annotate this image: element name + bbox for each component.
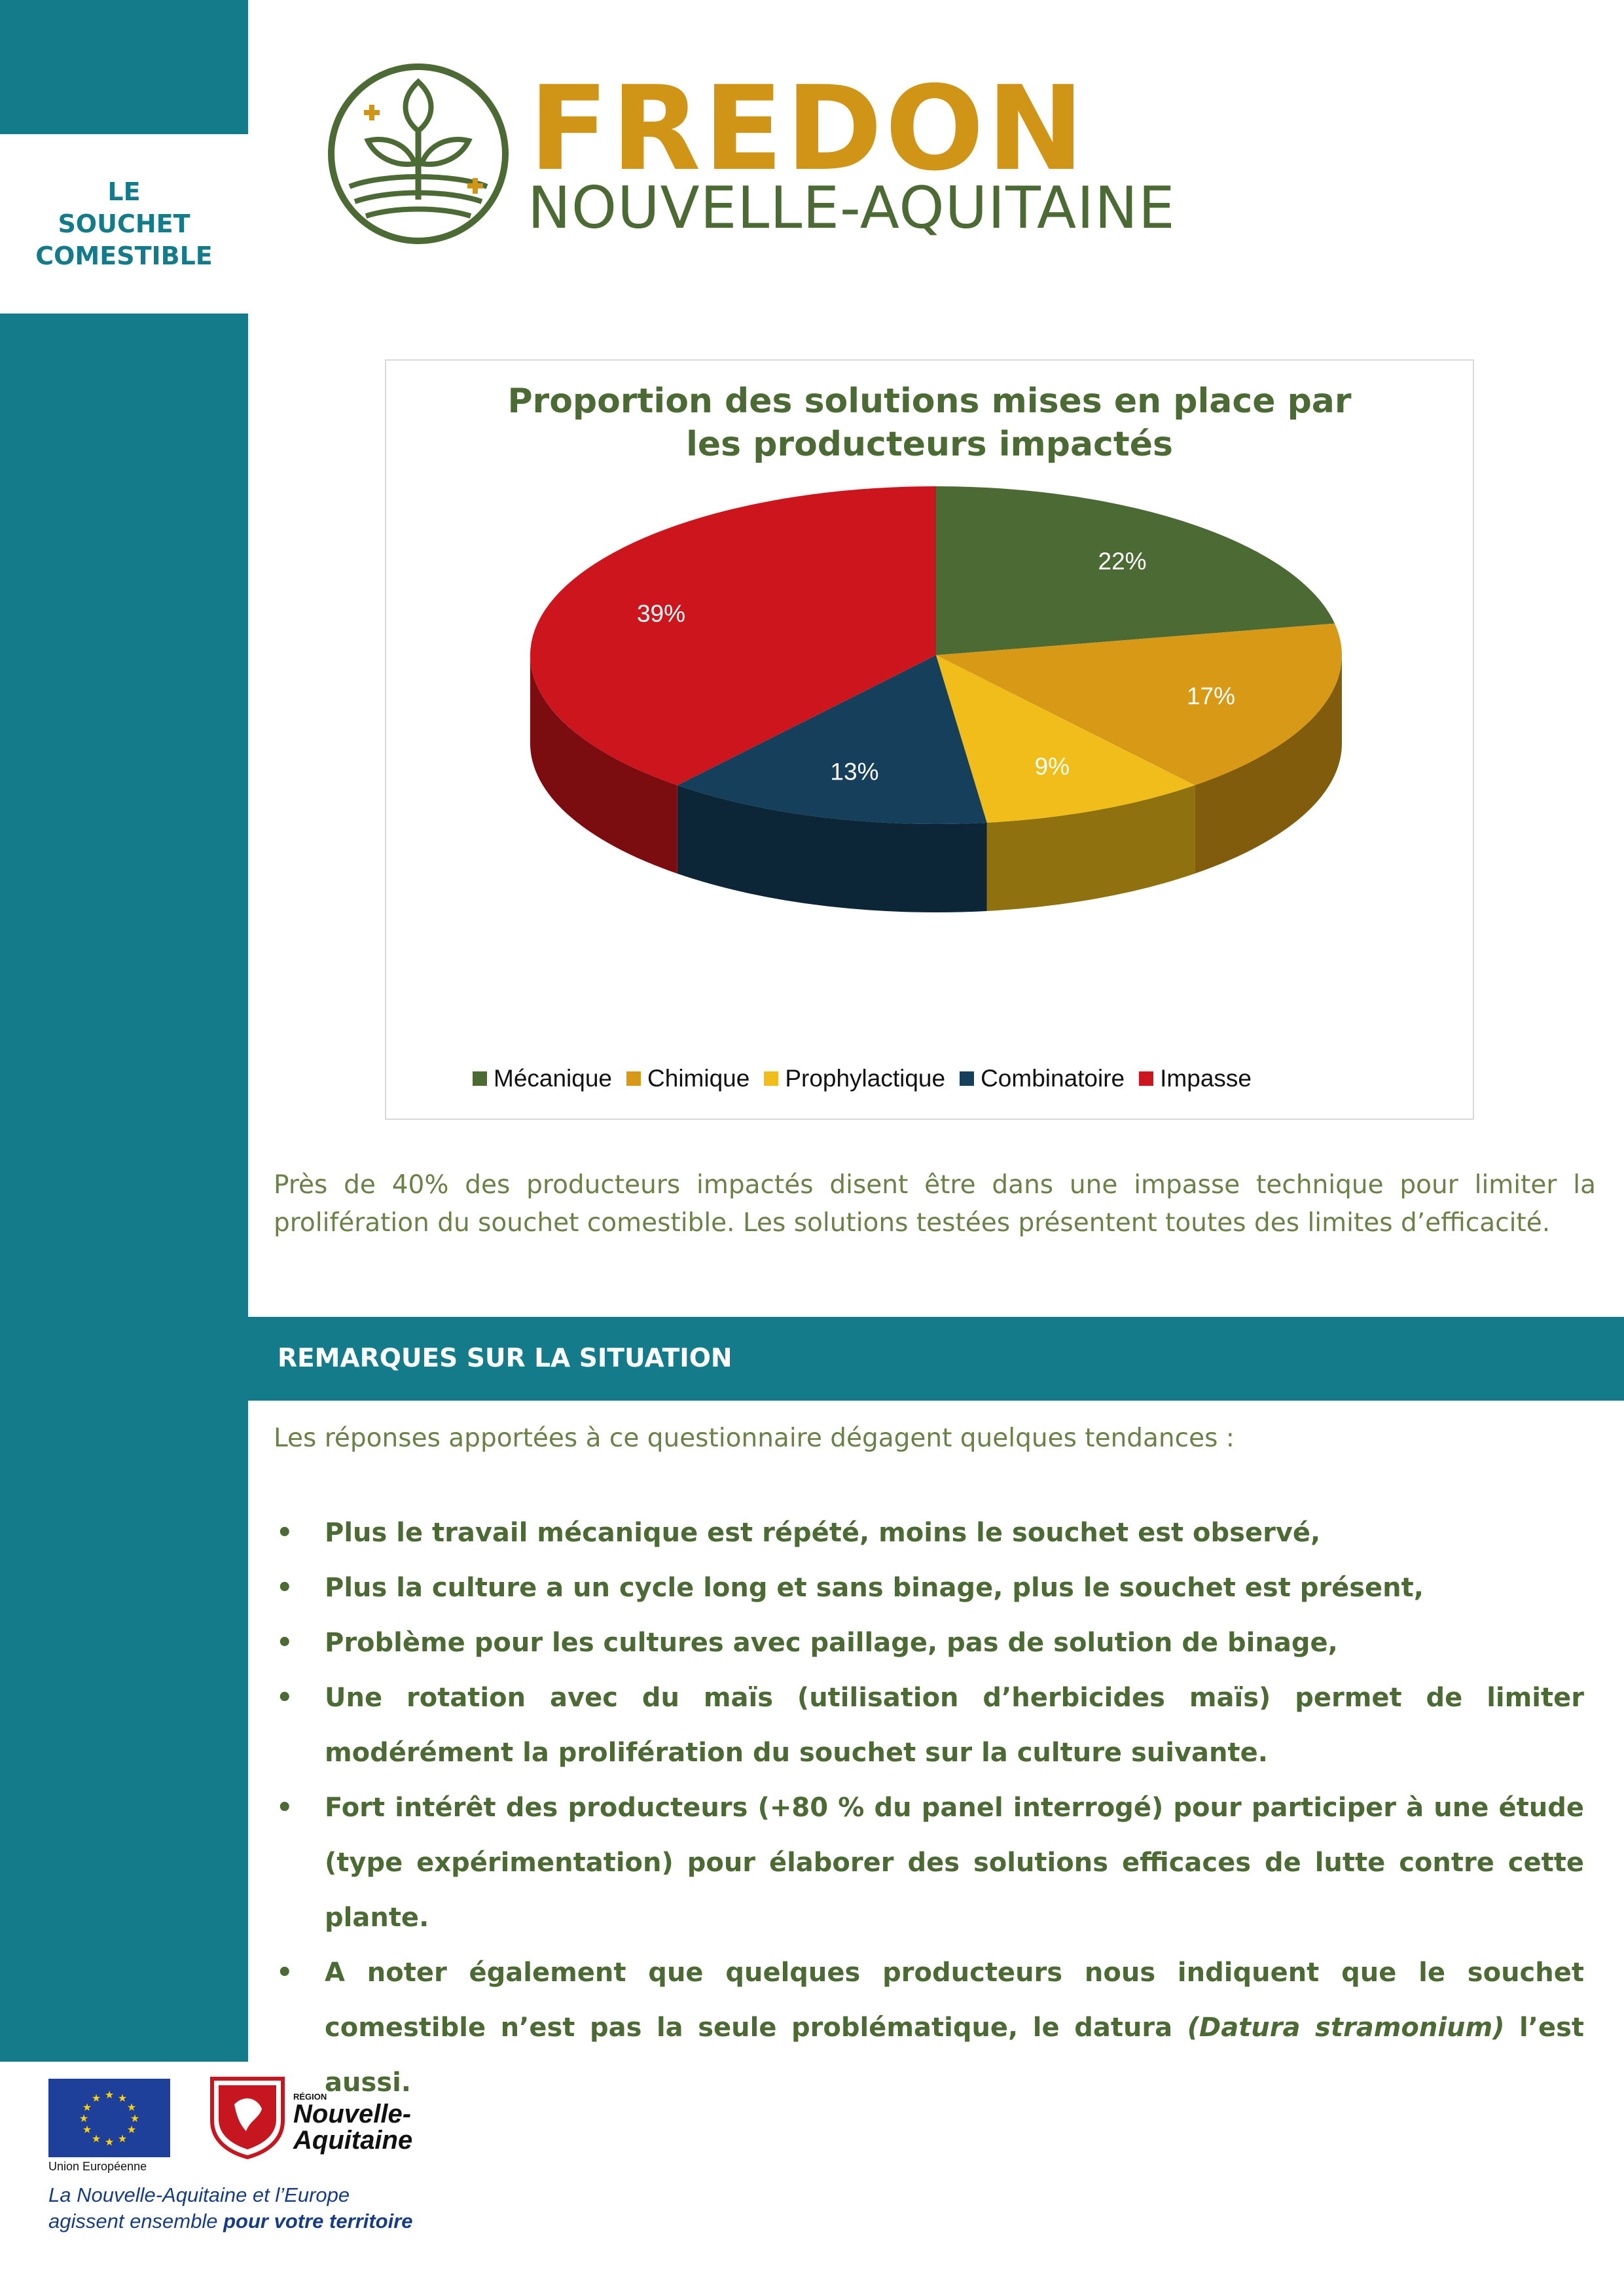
section-label-box bbox=[0, 134, 248, 314]
svg-text:★: ★ bbox=[82, 2101, 92, 2113]
bullet-marker: • bbox=[276, 1518, 293, 1548]
chart-title-line-1: Proportion des solutions mises en place par bbox=[507, 382, 1352, 421]
legend-item bbox=[764, 1065, 945, 1092]
list-item: • Plus la culture a un cycle long et sans binage, plus le souchet est présent, bbox=[274, 1560, 1584, 1615]
legend-item bbox=[960, 1065, 1125, 1092]
pie-data-label: 39% bbox=[636, 600, 686, 628]
svg-text:★: ★ bbox=[117, 2092, 128, 2104]
pie-data-label: 9% bbox=[1034, 753, 1070, 780]
section-label: LE SOUCHET COMESTIBLE bbox=[35, 177, 213, 270]
region-crest-icon bbox=[208, 2075, 287, 2160]
brand-title: FREDON bbox=[529, 61, 1087, 196]
legend-item bbox=[626, 1065, 749, 1092]
pie-data-label: 22% bbox=[1098, 547, 1147, 575]
svg-text:★: ★ bbox=[126, 2123, 137, 2136]
bullet-marker: • bbox=[276, 1628, 293, 1658]
footer-tagline-line-1: La Nouvelle-Aquitaine et l’Europe bbox=[48, 2183, 350, 2206]
legend-label: Chimique bbox=[647, 1065, 750, 1092]
legend-item bbox=[473, 1065, 612, 1092]
intro-paragraph: Près de 40% des producteurs impactés disent être dans une impasse technique pour limiter la prolifération du souchet comestible. Les solutions testées présentent toutes des limites d’efficacité. bbox=[274, 1170, 1596, 1238]
legend-swatch bbox=[626, 1071, 641, 1086]
chart-title-line-2: les producteurs impactés bbox=[686, 425, 1173, 464]
pie-data-label: 13% bbox=[830, 758, 879, 785]
svg-text:★: ★ bbox=[79, 2112, 89, 2125]
legend-label: Combinatoire bbox=[981, 1065, 1125, 1092]
sidebar bbox=[0, 0, 248, 2296]
eu-flag-icon bbox=[48, 2079, 170, 2157]
region-small-label: RÉGION bbox=[293, 2092, 327, 2102]
pie-data-label: 17% bbox=[1186, 682, 1236, 709]
footer-tagline-line-2: agissent ensemble pour votre territoire bbox=[48, 2210, 413, 2233]
svg-text:★: ★ bbox=[91, 2132, 101, 2145]
list-item: • A noter également que quelques producteurs nous indiquent que le souchet comestible n’est pas la seule problématique, le datura (Datura stramonium) l’est aussi. bbox=[274, 1945, 1584, 2110]
region-name: Nouvelle- Aquitaine bbox=[293, 2100, 413, 2155]
fredon-plant-logo-icon bbox=[323, 59, 513, 249]
brand-subtitle: NOUVELLE-AQUITAINE bbox=[528, 174, 1176, 242]
svg-text:★: ★ bbox=[104, 2089, 115, 2101]
pie-chart bbox=[385, 359, 1474, 1120]
eu-label: Union Européenne bbox=[48, 2160, 147, 2173]
remarks-list bbox=[274, 1505, 1584, 2110]
list-item: • Problème pour les cultures avec paillage, pas de solution de binage, bbox=[274, 1615, 1584, 1670]
legend-label: Prophylactique bbox=[785, 1065, 946, 1092]
legend-label: Mécanique bbox=[494, 1065, 613, 1092]
legend-item bbox=[1139, 1065, 1252, 1092]
bullet-marker: • bbox=[276, 1958, 293, 1988]
list-item: • Fort intérêt des producteurs (+80 % du panel interrogé) pour participer à une étude (type expérimentation) pour élaborer des solutions efficaces de lutte contre cette plante. bbox=[274, 1780, 1584, 1945]
legend-swatch bbox=[473, 1071, 487, 1086]
bullet-marker: • bbox=[276, 1793, 293, 1823]
svg-text:★: ★ bbox=[130, 2112, 140, 2125]
list-item: • Une rotation avec du maïs (utilisation d’herbicides maïs) permet de limiter modérément la prolifération du souchet sur la culture suivante. bbox=[274, 1670, 1584, 1780]
chart-legend bbox=[473, 1060, 1252, 1097]
section-lead: Les réponses apportées à ce questionnaire dégagent quelques tendances : bbox=[274, 1424, 1235, 1453]
legend-swatch bbox=[1139, 1071, 1153, 1086]
section-title: REMARQUES SUR LA SITUATION bbox=[278, 1344, 732, 1373]
svg-text:★: ★ bbox=[126, 2101, 137, 2113]
bullet-marker: • bbox=[276, 1683, 293, 1713]
svg-text:★: ★ bbox=[91, 2092, 101, 2104]
legend-label: Impasse bbox=[1160, 1065, 1252, 1092]
list-item: • Plus le travail mécanique est répété, moins le souchet est observé, bbox=[274, 1505, 1584, 1560]
legend-swatch bbox=[764, 1071, 778, 1086]
legend-swatch bbox=[960, 1071, 974, 1086]
bullet-marker: • bbox=[276, 1573, 293, 1603]
svg-text:★: ★ bbox=[117, 2132, 128, 2145]
scientific-name: (Datura stramonium) bbox=[1187, 2013, 1505, 2043]
svg-text:★: ★ bbox=[104, 2136, 115, 2148]
svg-text:★: ★ bbox=[82, 2123, 92, 2136]
